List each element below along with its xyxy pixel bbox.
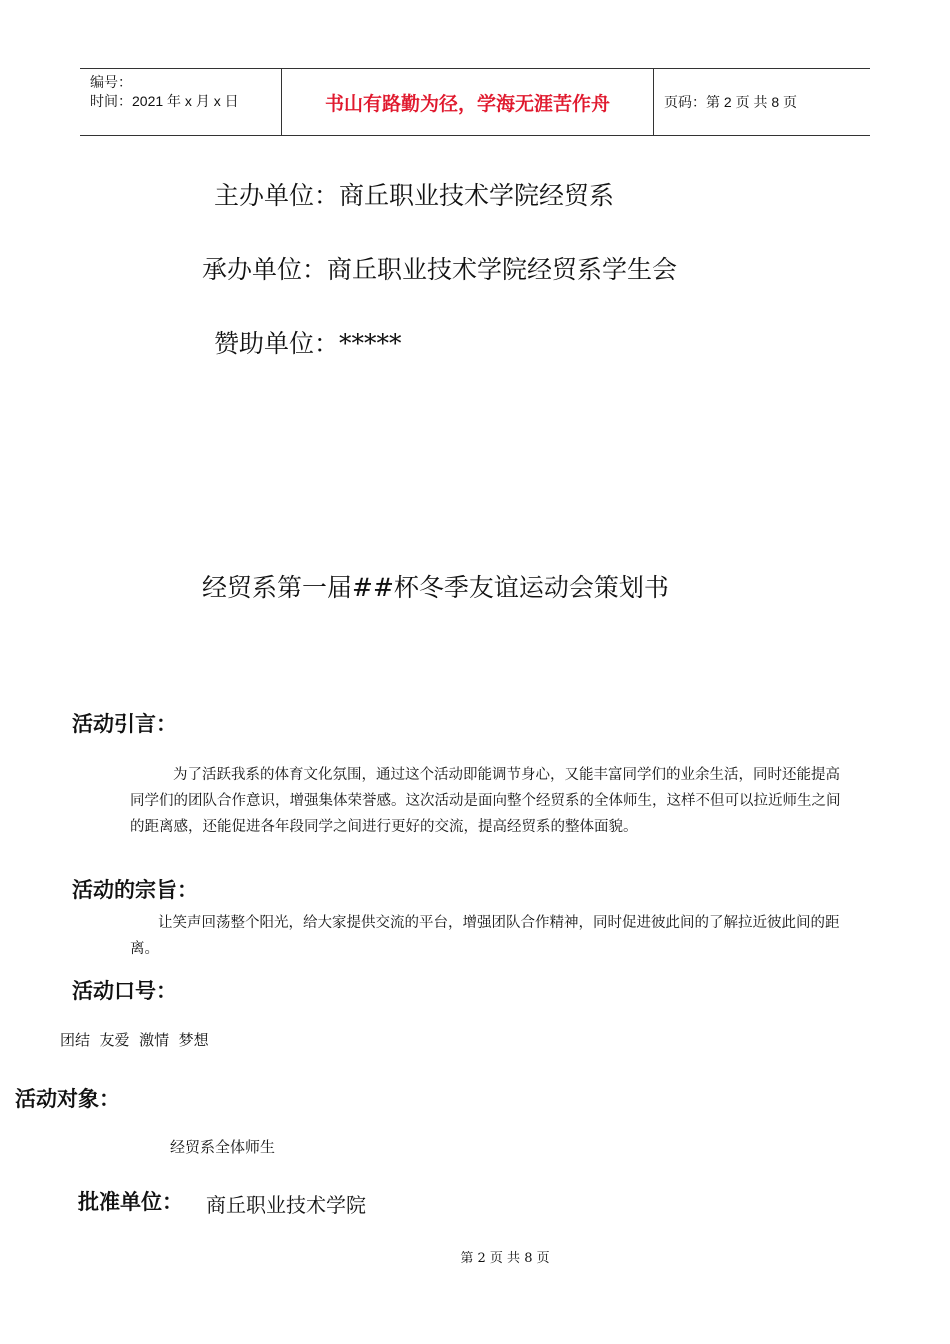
header-motto: 书山有路勤为径，学海无涯苦作舟 <box>282 69 654 135</box>
purpose-heading: 活动的宗旨： <box>72 878 198 902</box>
sponsor-unit: 赞助单位：***** <box>214 329 402 358</box>
slogan-text: 团结 友爱 激情 梦想 <box>60 1031 209 1049</box>
slogan-heading: 活动口号： <box>72 979 177 1003</box>
audience-heading: 活动对象： <box>15 1087 120 1111</box>
time-label: 时间：2021 年 x 月 x 日 <box>90 93 239 109</box>
host-unit: 主办单位：商丘职业技术学院经贸系 <box>214 181 615 210</box>
page-footer: 第 2 页 共 8 页 <box>460 1251 550 1266</box>
header-meta <box>80 69 282 135</box>
purpose-text: 让笑声回荡整个阳光，给大家提供交流的平台，增强团队合作精神，同时促进彼此间的了解拉近彼此间的距离。 <box>130 915 840 957</box>
approval-heading: 批准单位： <box>78 1190 183 1214</box>
undertaker-unit: 承办单位：商丘职业技术学院经贸系学生会 <box>202 255 678 284</box>
header-page-info: 页码：第 2 页 共 8 页 <box>664 94 798 110</box>
approval-text: 商丘职业技术学院 <box>206 1193 366 1217</box>
audience-text: 经贸系全体师生 <box>170 1138 276 1156</box>
intro-text: 为了活跃我系的体育文化氛围，通过这个活动即能调节身心，又能丰富同学们的业余生活，同时还能提高同学们的团队合作意识，增强集体荣誉感。这次活动是面向整个经贸系的全体师生，这样不但可以拉近师生之间的距离感，还能促进各年段同学之间进行更好的交流，提高经贸系的整体面貌。 <box>130 767 841 835</box>
document-title: 经贸系第一届##杯冬季友谊运动会策划书 <box>202 573 669 602</box>
header-table <box>80 68 870 136</box>
number-label: 编号： <box>90 74 132 90</box>
intro-heading: 活动引言： <box>72 712 177 736</box>
